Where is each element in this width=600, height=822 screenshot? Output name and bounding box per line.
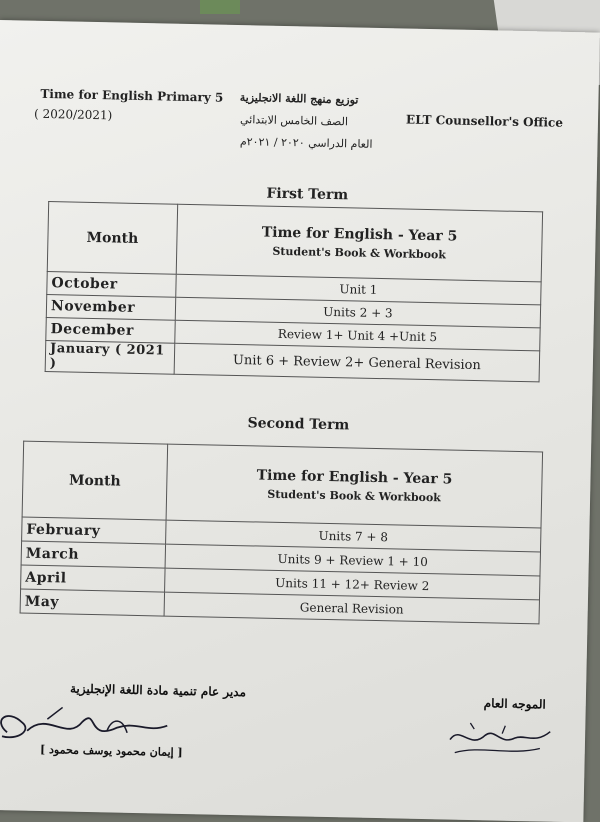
content-cell: Units 9 + Review 1 + 10 xyxy=(165,544,540,576)
month-cell: December xyxy=(46,318,175,344)
arabic-year: العام الدراسي ٢٠٢٠ / ٢٠٢١م xyxy=(239,135,373,151)
second-term-title: Second Term xyxy=(247,415,350,434)
document-page xyxy=(0,20,600,822)
month-cell: November xyxy=(46,295,175,321)
office-name: ELT Counsellor's Office xyxy=(405,112,564,130)
content-column-header xyxy=(166,444,543,528)
month-column-header: Month xyxy=(47,202,177,275)
month-cell: January ( 2021 ) xyxy=(45,341,175,375)
month-cell: April xyxy=(21,565,165,592)
background-strip xyxy=(200,0,240,14)
content-cell: Units 2 + 3 xyxy=(175,297,540,328)
content-header-title: Time for English - Year 5 xyxy=(261,224,458,245)
content-header-subtitle: Student's Book & Workbook xyxy=(272,244,447,262)
content-cell: Unit 6 + Review 2+ General Revision xyxy=(174,343,540,382)
first-term-table xyxy=(45,201,543,382)
content-header-subtitle: Student's Book & Workbook xyxy=(267,487,442,505)
month-cell: February xyxy=(22,517,166,544)
table-header-row xyxy=(22,441,542,528)
content-column-header xyxy=(176,204,542,282)
table-header-row xyxy=(47,202,542,282)
content-cell: Units 7 + 8 xyxy=(166,520,541,552)
right-signature-icon xyxy=(440,714,561,762)
content-cell: General Revision xyxy=(164,592,539,624)
content-header-title: Time for English - Year 5 xyxy=(256,467,453,488)
month-column-header: Month xyxy=(22,441,168,520)
course-title: Time for English Primary 5 xyxy=(40,86,224,105)
month-cell: October xyxy=(47,272,176,298)
left-signature-name: [ إيمان محمود يوسف محمود ] xyxy=(39,743,183,759)
content-cell: Units 11 + 12+ Review 2 xyxy=(165,568,540,600)
month-cell: May xyxy=(20,589,164,616)
content-cell: Unit 1 xyxy=(176,274,541,305)
second-term-table xyxy=(20,441,544,625)
academic-year: ( 2020/2021) xyxy=(33,106,113,123)
month-cell: March xyxy=(21,541,165,568)
content-cell: Review 1+ Unit 4 +Unit 5 xyxy=(175,320,540,351)
first-term-title: First Term xyxy=(266,185,349,204)
left-signature-title: مدير عام تنمية مادة اللغة الإنجليزية xyxy=(69,681,247,700)
right-signature-title: الموجه العام xyxy=(483,696,546,712)
arabic-heading: توزيع منهج اللغة الانجليزية xyxy=(239,91,359,107)
arabic-grade: الصف الخامس الابتدائي xyxy=(239,113,349,129)
